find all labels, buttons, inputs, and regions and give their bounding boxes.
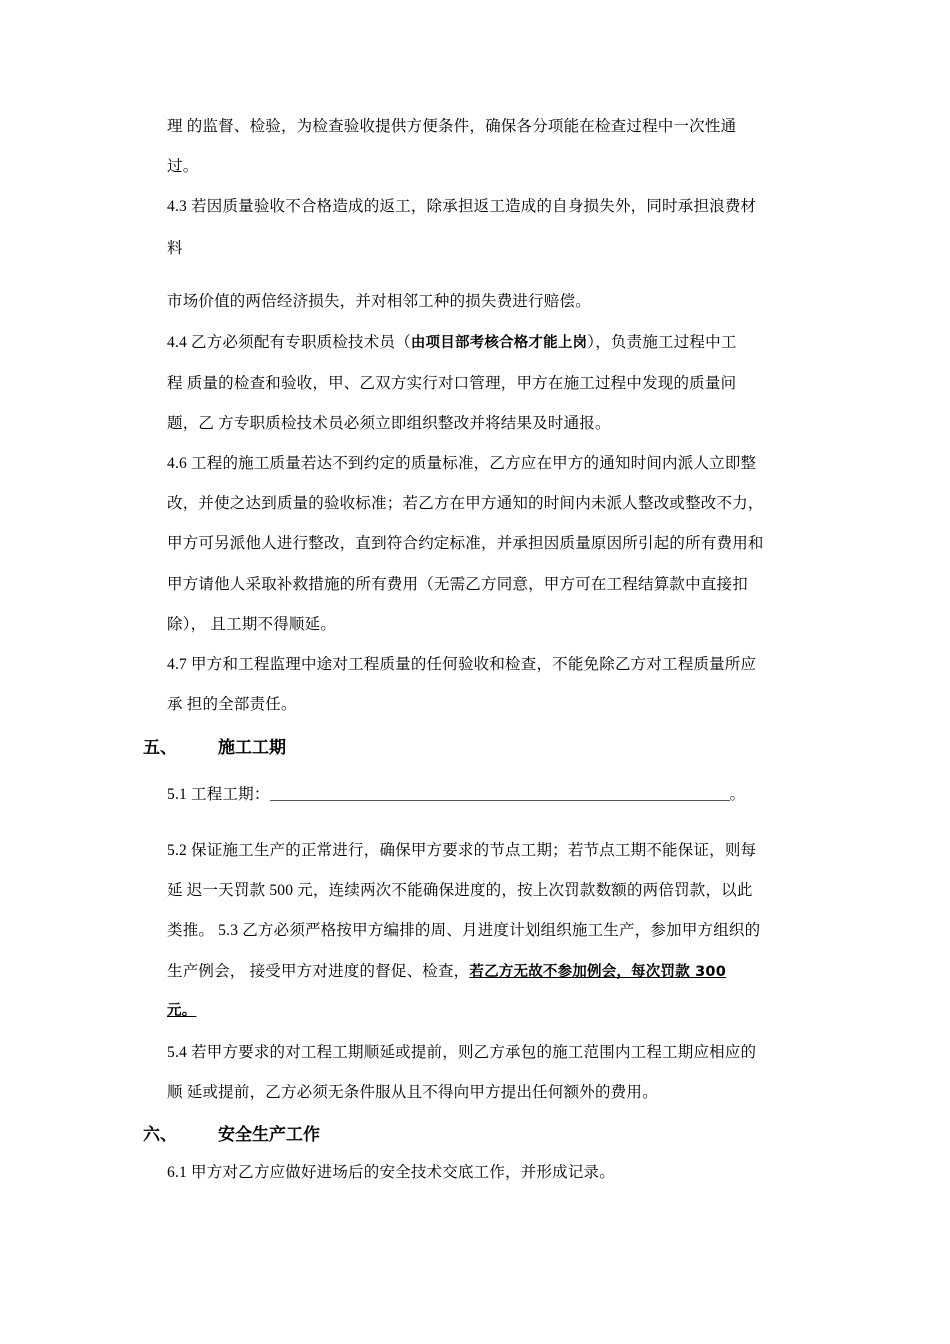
clause-5-2: 5.2 保证施工生产的正常进行，确保甲方要求的节点工期；若节点工期不能保证，则每 (167, 842, 757, 859)
text-line (167, 959, 726, 981)
clause-4-4 (167, 330, 737, 352)
clause-4-3: 4.3 若因质量验收不合格造成的返工，除承担返工造成的自身损失外，同时承担浪费材 (167, 198, 757, 215)
text-line: 延 迟一天罚款 500 元，连续两次不能确保进度的，按上次罚款数额的两倍罚款，以此 (167, 882, 753, 899)
text-line: 甲方可另派他人进行整改，直到符合约定标准，并承担因质量原因所引起的所有费用和 (167, 535, 764, 552)
text-line (167, 999, 196, 1020)
underlined-emphasis: 若乙方无故不参加例会，每次罚款 300 (469, 964, 727, 980)
text-line: 改，并使之达到质量的验收标准；若乙方在甲方通知的时间内未派人整改或整改不力， (167, 495, 764, 512)
clause-text: 。 (729, 786, 746, 803)
clause-text: 4.4 乙方必须配有专职质检技术员（ (167, 334, 411, 351)
text-line: 类推。 5.3 乙方必须严格按甲方编排的周、月进度计划组织施工生产，参加甲方组织的 (167, 922, 761, 939)
clause-text: 生产例会， 接受甲方对进度的督促、检查， (167, 963, 470, 980)
clause-4-6: 4.6 工程的施工质量若达不到约定的质量标准，乙方应在甲方的通知时间内派人立即整 (167, 455, 757, 472)
text-line: 甲方请他人采取补救措施的所有费用（无需乙方同意，甲方可在工程结算款中直接扣 (167, 576, 748, 593)
section-title: 施工工期 (218, 738, 286, 758)
text-line: 顺 延或提前，乙方必须无条件服从且不得向甲方提出任何额外的费用。 (167, 1084, 658, 1101)
section-title: 安全生产工作 (218, 1125, 320, 1145)
text-line: 题，乙 方专职质检技术员必须立即组织整改并将结果及时通报。 (167, 415, 611, 432)
fill-in-blank (270, 786, 730, 801)
clause-5-1 (167, 782, 745, 804)
section-number: 六、 (143, 1125, 177, 1145)
clause-5-4: 5.4 若甲方要求的对工程工期顺延或提前，则乙方承包的施工范围内工程工期应相应的 (167, 1044, 757, 1061)
text-line: 理 的监督、检验，为检查验收提供方便条件，确保各分项能在检查过程中一次性通 (167, 118, 737, 135)
text-line: 除）， 且工期不得顺延。 (167, 616, 337, 633)
bold-emphasis: 由项目部考核合格才能上岗 (410, 335, 588, 351)
clause-4-7: 4.7 甲方和工程监理中途对工程质量的任何验收和检查，不能免除乙方对工程质量所应 (167, 656, 757, 673)
text-line: 料 (167, 240, 183, 257)
text-line: 程 质量的检查和验收，甲、乙双方实行对口管理，甲方在施工过程中发现的质量问 (167, 375, 737, 392)
underlined-emphasis: 元。 (167, 1003, 197, 1019)
section-number: 五、 (143, 738, 177, 758)
text-line: 市场价值的两倍经济损失，并对相邻工种的损失费进行赔偿。 (167, 293, 591, 310)
clause-6-1: 6.1 甲方对乙方应做好进场后的安全技术交底工作，并形成记录。 (167, 1164, 615, 1181)
clause-text: 5.1 工程工期： (167, 786, 270, 803)
clause-text: ），负责施工过程中工 (587, 334, 737, 351)
text-line: 承 担的全部责任。 (167, 696, 297, 713)
text-line: 过。 (167, 158, 199, 175)
